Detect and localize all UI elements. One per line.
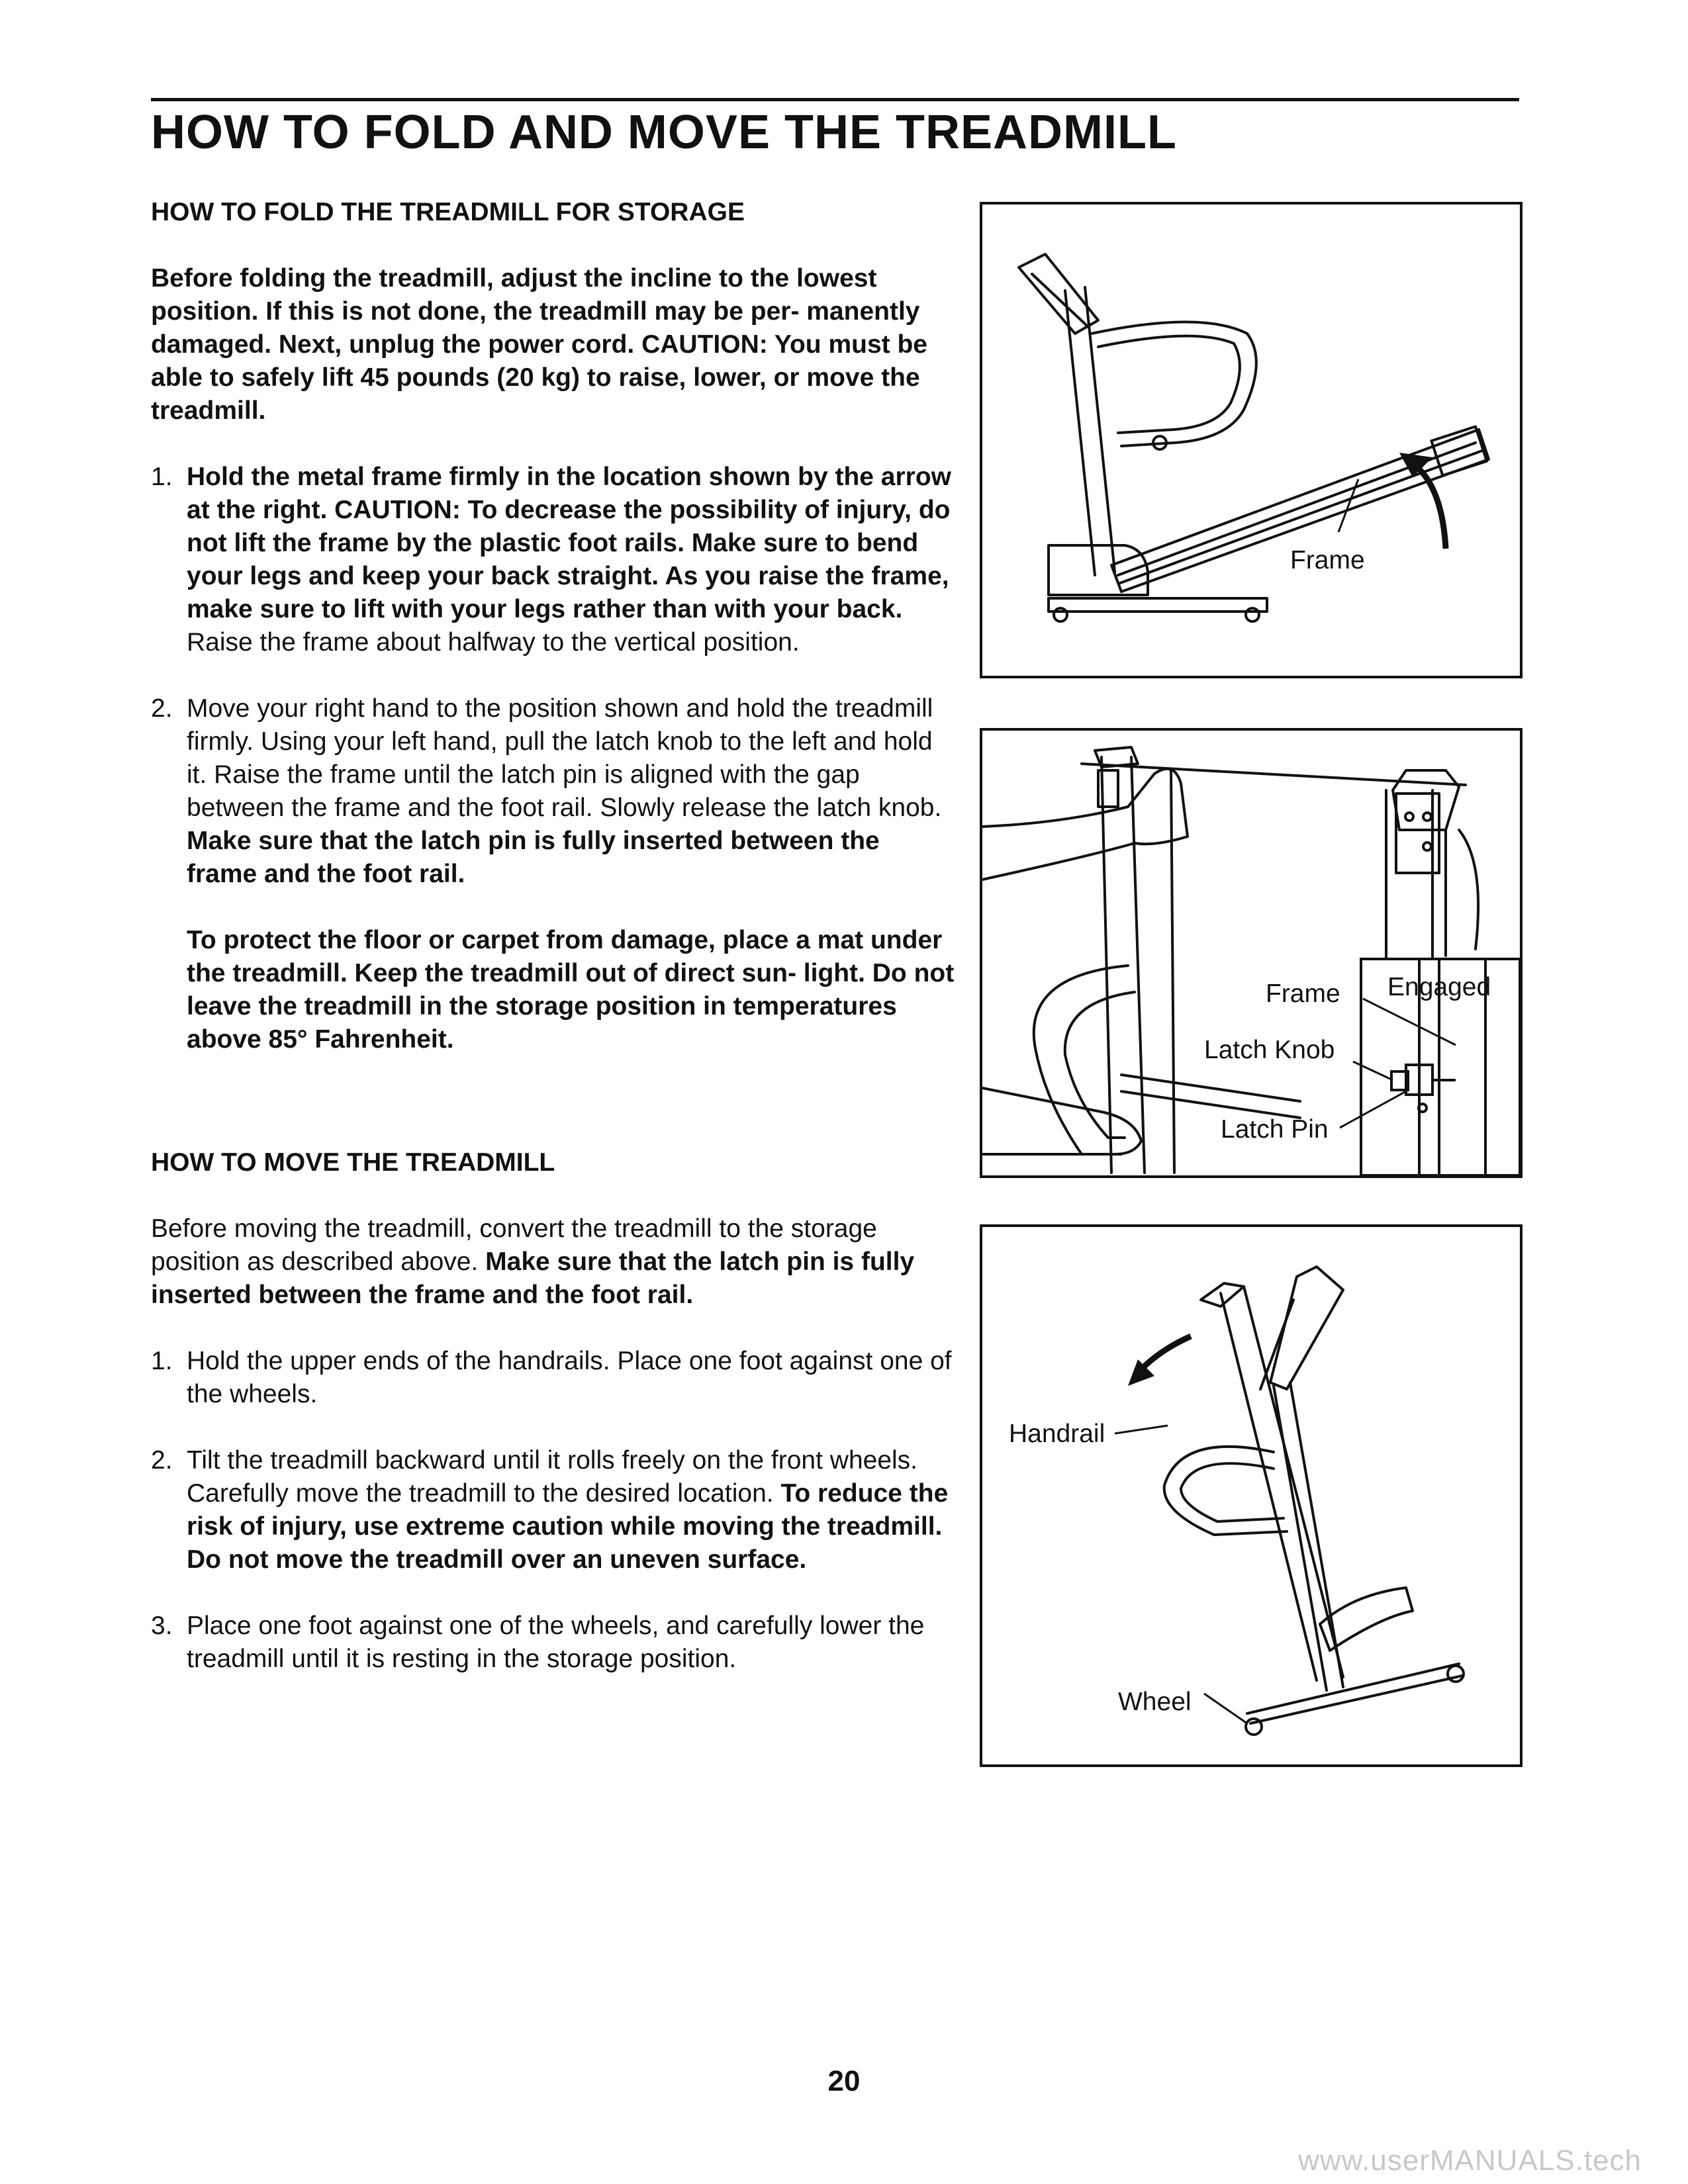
move-step-2-text: Tilt the treadmill backward until it rolls freely on the front wheels. Carefully move the treadmill to the desired location. (187, 1446, 918, 1508)
engaged-label: Engaged (1387, 973, 1491, 1001)
figure-move-treadmill (980, 1224, 1523, 1767)
figure-raise-frame (980, 202, 1523, 678)
fold-step-1 (151, 461, 955, 659)
latch-illustration (982, 731, 1520, 1175)
fold-protect-note (151, 924, 955, 1056)
move-step-1 (151, 1345, 955, 1411)
step-number: 1. (151, 1347, 173, 1375)
figure-latch-engage (980, 728, 1523, 1178)
watermark: www.userMANUALS.tech (1298, 2144, 1642, 2177)
fold-section (151, 196, 955, 1056)
fold-step-1-text: Raise the frame about halfway to the vertical position. (187, 628, 800, 657)
fold-step-2-bold: Make sure that the latch pin is fully inserted between the frame and the foot rail. (187, 827, 880, 888)
step-number: 1. (151, 463, 173, 491)
move-intro-bold: Make sure that the latch pin is fully inserted between the frame and the foot rail. (151, 1248, 915, 1309)
latch-knob-label: Latch Knob (1204, 1036, 1335, 1064)
fold-step-2 (151, 692, 955, 891)
page-title: HOW TO FOLD AND MOVE THE TREADMILL (151, 106, 1177, 159)
move-intro-text: Before moving the treadmill, convert the treadmill to the storage position as described above. (151, 1214, 877, 1276)
move-heading: HOW TO MOVE THE TREADMILL (151, 1148, 555, 1177)
latch-pin-label: Latch Pin (1221, 1115, 1329, 1144)
frame-label: Frame (1266, 979, 1340, 1008)
fold-intro: Before folding the treadmill, adjust the incline to the lowest position. If this is not done, the treadmill may be per- manently damaged. Next, unplug the power cord. CAUTION: You must be able to safely lift 45 pounds (20 kg) to raise, lower, or move the treadmill. (151, 264, 927, 425)
move-step-3 (151, 1610, 955, 1676)
move-step-3-text: Place one foot against one of the wheels, and carefully lower the treadmill until it is resting in the storage position. (187, 1612, 925, 1673)
fold-step-2-text: Move your right hand to the position shown and hold the treadmill firmly. Using your left hand, pull the latch knob to the left and hold it. Raise the frame until the latch pin is aligned with the gap between the frame and the foot rail. Slowly release the latch knob. (187, 694, 942, 822)
fold-heading: HOW TO FOLD THE TREADMILL FOR STORAGE (151, 198, 745, 226)
treadmill-raise-illustration (982, 205, 1520, 676)
move-step-2-bold: To reduce the risk of injury, use extreme caution while moving the treadmill. Do not move the treadmill over an uneven surface. (187, 1479, 949, 1574)
frame-label: Frame (1290, 546, 1365, 574)
step-number: 2. (151, 694, 173, 723)
move-intro (151, 1212, 955, 1312)
move-section (151, 1146, 955, 1676)
protect-text: To protect the floor or carpet from damage, place a mat under the treadmill. Keep the treadmill out of direct sun- light. Do not leave the treadmill in the storage position in temperatures above 85° Fahrenheit. (187, 926, 955, 1054)
step-number: 3. (151, 1612, 173, 1640)
move-step-2 (151, 1444, 955, 1576)
handrail-label: Handrail (1009, 1420, 1105, 1448)
fold-step-1-bold: Hold the metal frame firmly in the location shown by the arrow at the right. CAUTION: To decrease the possibility of injury, do not lift the frame by the plastic foot rails. Make sure to bend your legs and keep your back straight. As you raise the frame, make sure to lift with your legs rather than with your back. (187, 463, 952, 623)
wheel-label: Wheel (1118, 1688, 1192, 1716)
move-step-1-text: Hold the upper ends of the handrails. Place one foot against one of the wheels. (187, 1347, 952, 1408)
step-number: 2. (151, 1446, 173, 1475)
treadmill-move-illustration (982, 1227, 1520, 1764)
page-number: 20 (827, 2065, 861, 2097)
